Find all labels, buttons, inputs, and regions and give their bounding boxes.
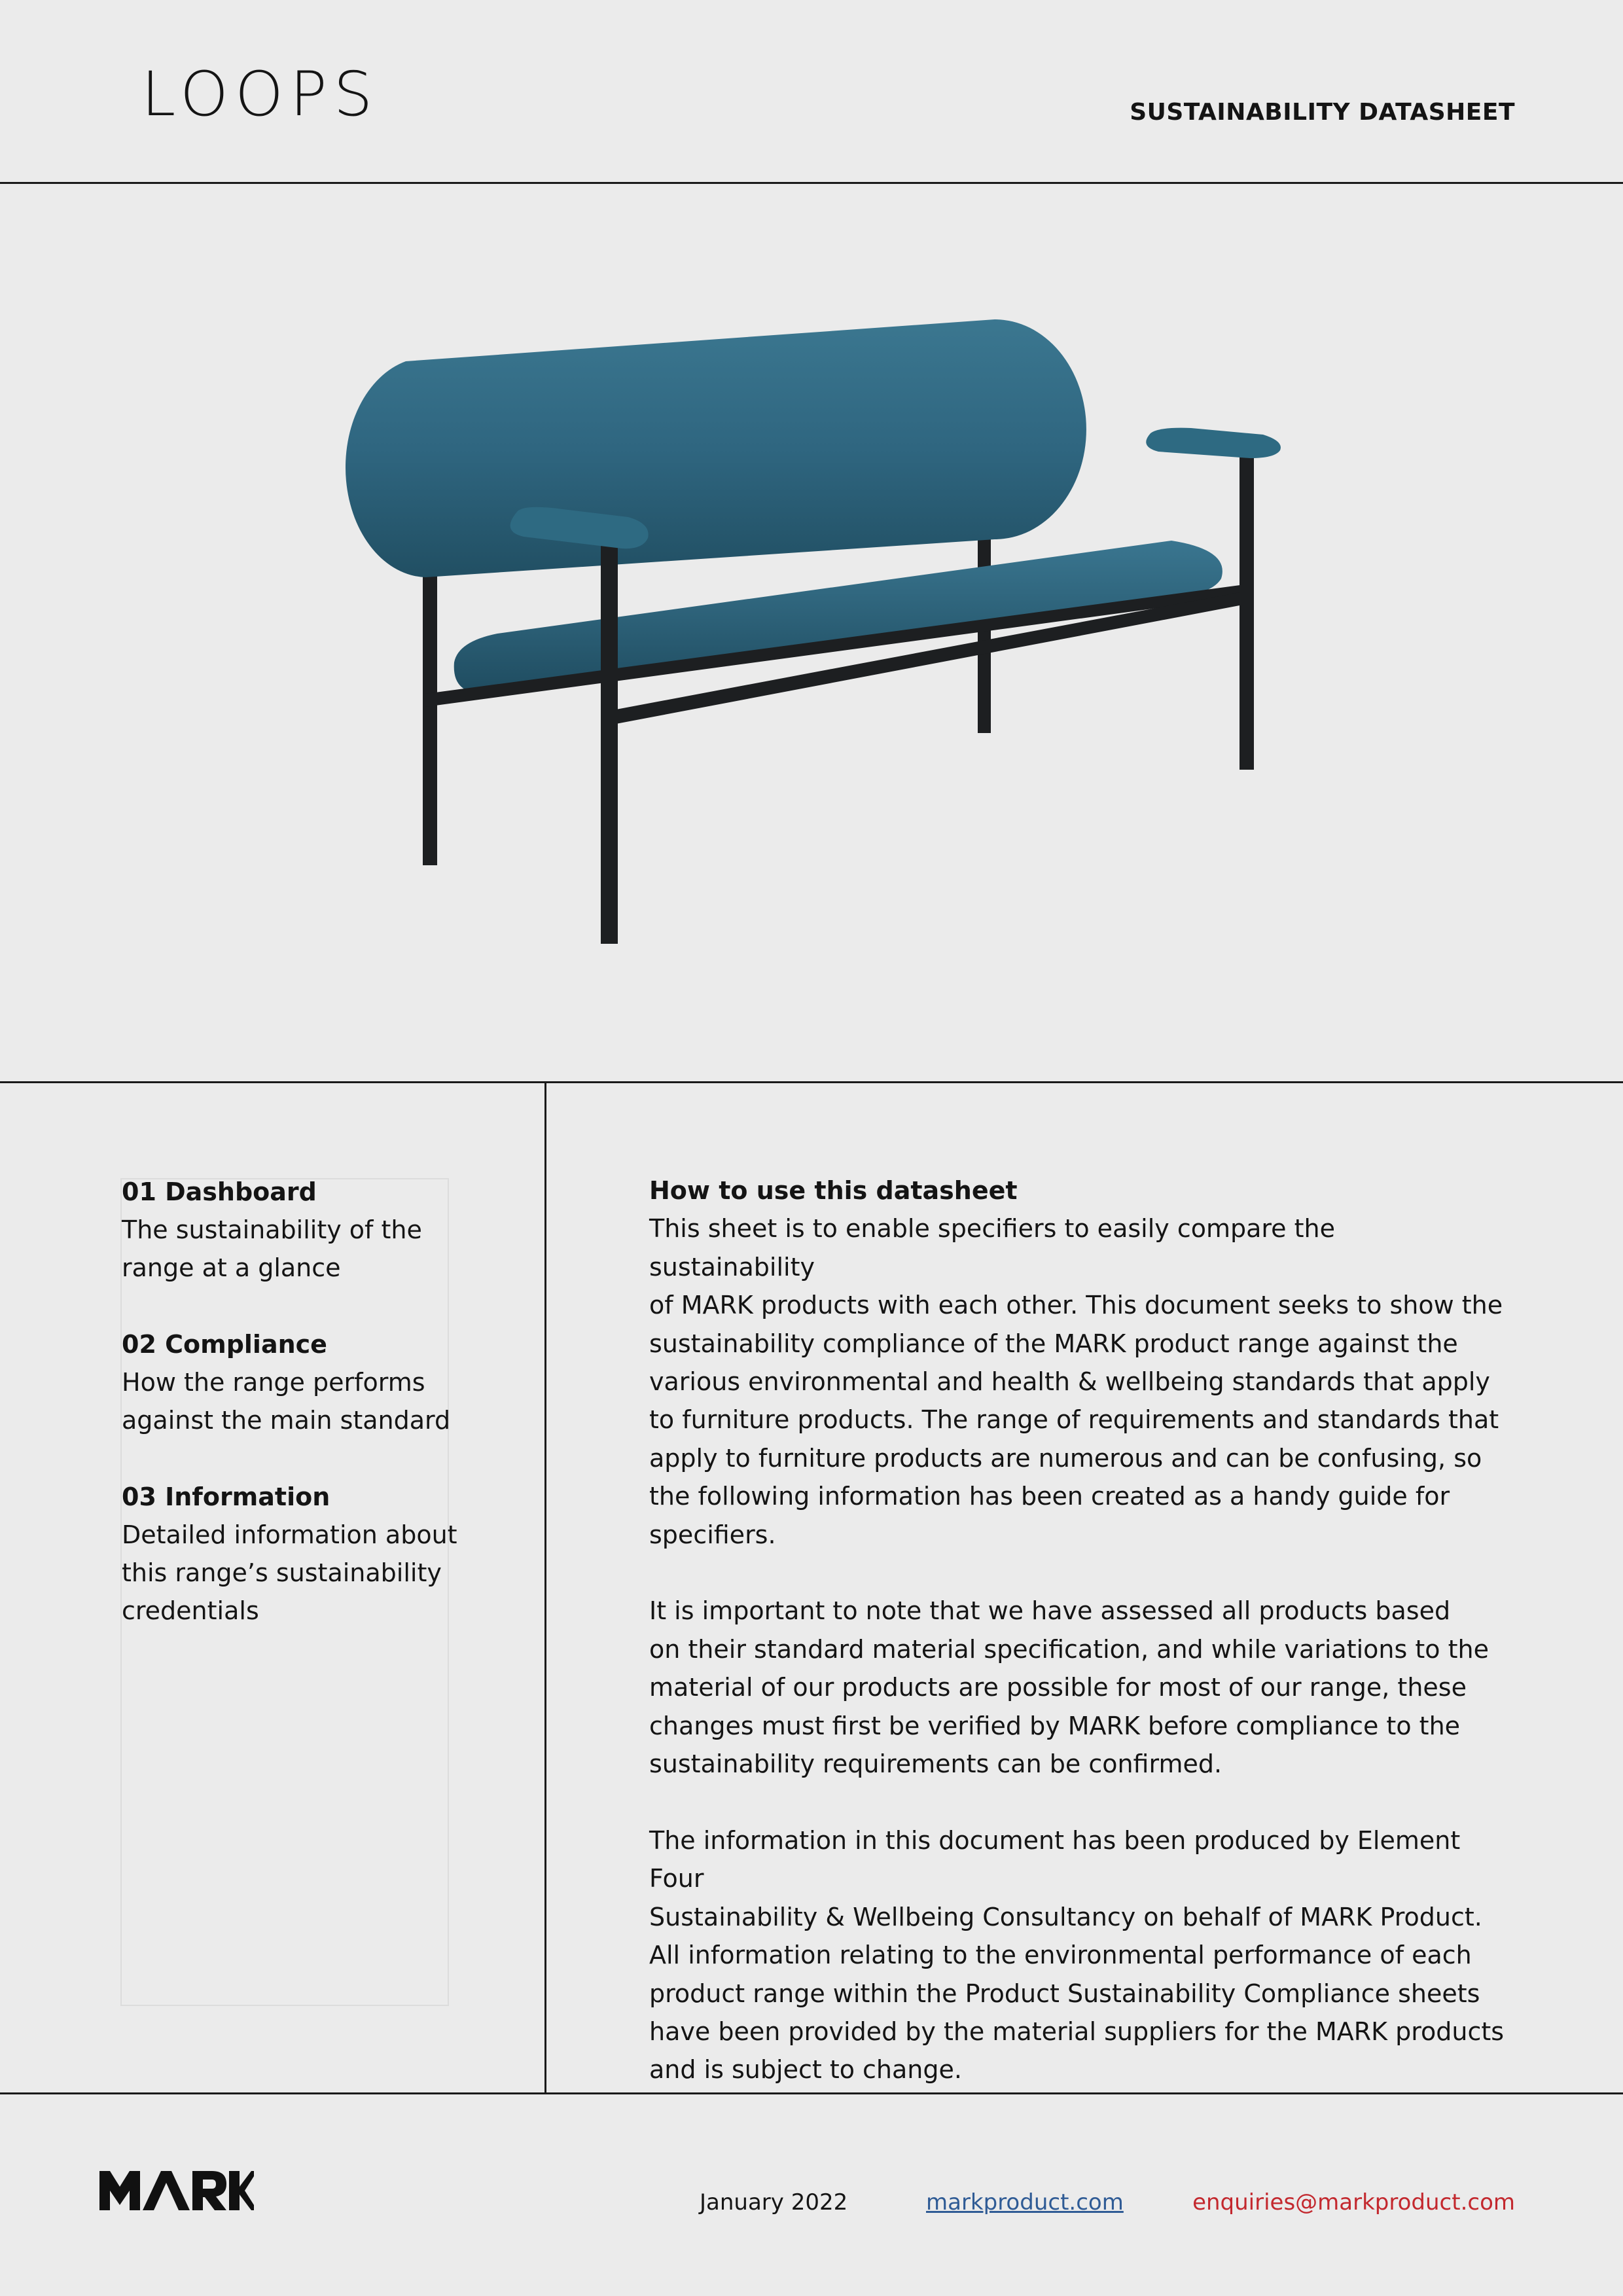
document-type-label: SUSTAINABILITY DATASHEET (1130, 99, 1515, 126)
section-heading: How to use this datasheet (649, 1176, 1018, 1205)
paragraph (649, 1210, 1507, 1554)
toc-desc-line: range at a glance (122, 1253, 341, 1282)
text-line: various environmental and health & wellbeing standards that apply (649, 1367, 1490, 1397)
datasheet-intro (649, 1172, 1507, 2127)
toc-title: 02 Compliance (122, 1330, 327, 1359)
text-line: to furniture products. The range of requirements and standards that (649, 1405, 1499, 1435)
text-line: and is subject to change. (649, 2055, 962, 2085)
text-line: material of our products are possible for most of our range, these (649, 1673, 1467, 1702)
toc-desc-line: How the range performs (122, 1368, 425, 1397)
text-line: It is important to note that we have assessed all products based (649, 1596, 1451, 1626)
toc-title: 03 Information (122, 1482, 330, 1511)
rear-leg-left (423, 563, 437, 865)
toc-desc-line: this range’s sustainability (122, 1558, 442, 1587)
text-line: the following information has been created as a handy guide for (649, 1482, 1450, 1511)
text-line: of MARK products with each other. This document seeks to show the (649, 1291, 1503, 1320)
toc-item-dashboard (122, 1173, 462, 1287)
text-line: The information in this document has been produced by Element Four (649, 1825, 1461, 1893)
content-top-divider (0, 1081, 1623, 1083)
toc-desc-line: Detailed information about (122, 1520, 457, 1549)
text-line: sustainability compliance of the MARK product range against the (649, 1329, 1458, 1358)
toc-item-information (122, 1478, 462, 1630)
text-line: apply to furniture products are numerous and can be confusing, so (649, 1443, 1482, 1473)
header-divider (0, 182, 1623, 184)
paragraph (649, 1592, 1507, 1783)
text-line: product range within the Product Sustainability Compliance sheets (649, 1979, 1480, 2008)
text-line: Sustainability & Wellbeing Consultancy on behalf of MARK Product. (649, 1902, 1482, 1931)
paragraph (649, 1821, 1507, 2089)
text-line: changes must first be verified by MARK before compliance to the (649, 1711, 1461, 1740)
back-cushion (346, 319, 1086, 577)
toc-desc-line: against the main standard (122, 1406, 451, 1435)
text-line: sustainability requirements can be confirmed. (649, 1749, 1222, 1779)
front-leg-right (1240, 454, 1254, 770)
website-link[interactable]: markproduct.com (926, 2189, 1124, 2215)
footer-date: January 2022 (700, 2189, 848, 2215)
text-line: specifiers. (649, 1520, 776, 1549)
column-divider (544, 1081, 546, 2094)
text-line: This sheet is to enable specifiers to easily compare the sustainability (649, 1214, 1336, 1282)
brand-title: LOOPS (141, 59, 380, 130)
armrest-right (1146, 428, 1281, 458)
footer-divider (0, 2092, 1623, 2094)
product-image (0, 185, 1623, 1081)
text-line: have been provided by the material suppliers for the MARK products (649, 2017, 1505, 2046)
toc-item-compliance (122, 1325, 462, 1439)
mark-logo (99, 2171, 254, 2210)
text-line: All information relating to the environmental performance of each (649, 1941, 1472, 1970)
text-line: on their standard material specification, and while variations to the (649, 1634, 1489, 1664)
toc-desc-line: The sustainability of the (122, 1215, 422, 1244)
toc-title: 01 Dashboard (122, 1177, 317, 1206)
email-link[interactable]: enquiries@markproduct.com (1192, 2189, 1515, 2215)
front-leg-left (601, 543, 618, 944)
toc-desc-line: credentials (122, 1596, 259, 1625)
